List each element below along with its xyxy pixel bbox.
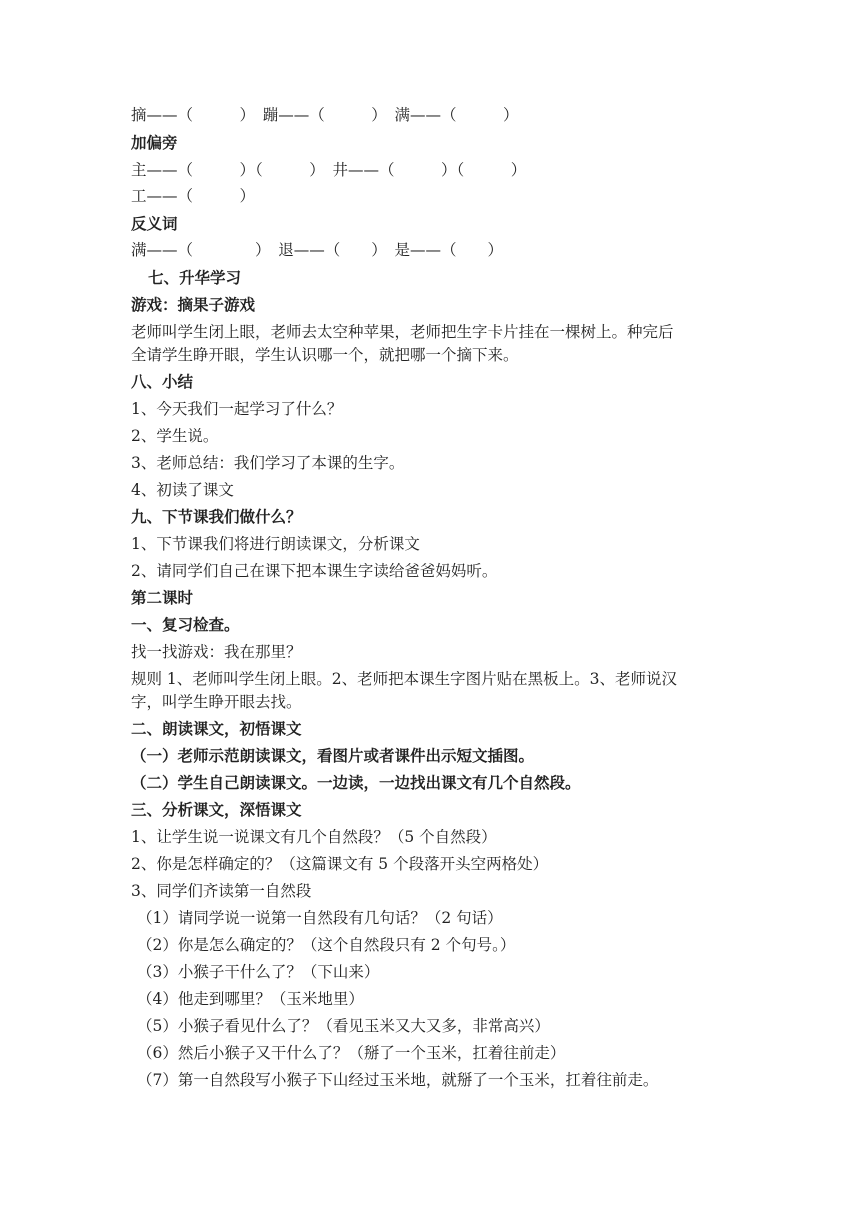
list-item: （1）请同学说一说第一自然段有几句话？（2 句话） [137,909,503,927]
section-heading-9: 九、下节课我们做什么？ [131,508,302,526]
paragraph-line: 规则 1、老师叫学生闭上眼。2、老师把本课生字图片贴在黑板上。3、老师说汉 [131,670,678,688]
list-item: （3）小猴子干什么了？（下山来） [137,963,380,981]
list-item: （6）然后小猴子又干什么了？（掰了一个玉米，扛着往前走） [137,1044,566,1062]
list-item: （4）他走到哪里？（玉米地里） [137,990,364,1008]
subsection-heading: （一）老师示范朗读课文，看图片或者课件出示短文插图。 [131,747,535,765]
subsection-heading: （二）学生自己朗读课文。一边读，一边找出课文有几个自然段。 [131,774,581,792]
list-item: 1、让学生说一说课文有几个自然段？（5 个自然段） [131,828,497,846]
exercise-line-1: 摘——（ ） 蹦——（ ） 满——（ ） [131,106,519,124]
exercise-line-2: 主——（ ）（ ） 井——（ ）（ ） [131,161,527,179]
heading-antonyms: 反义词 [131,215,178,233]
list-item: 1、今天我们一起学习了什么？ [131,400,343,418]
paragraph-line: 字，叫学生睁开眼去找。 [131,693,302,711]
list-item: 2、请同学们自己在课下把本课生字读给爸爸妈妈听。 [131,562,498,580]
lesson-heading: 第二课时 [131,589,194,607]
section-heading-1: 一、复习检查。 [131,616,240,634]
paragraph-line: 全请学生睁开眼，学生认识哪一个，就把哪一个摘下来。 [131,346,519,364]
heading-add-radical: 加偏旁 [131,134,178,152]
exercise-line-3: 工——（ ） [131,187,256,205]
list-item: 3、老师总结：我们学习了本课的生字。 [131,454,405,472]
paragraph-line: 找一找游戏：我在那里？ [131,643,302,661]
paragraph-line: 老师叫学生闭上眼，老师去太空种苹果，老师把生字卡片挂在一棵树上。种完后 [131,323,674,341]
list-item: 1、下节课我们将进行朗读课文，分析课文 [131,535,420,553]
list-item: （7）第一自然段写小猴子下山经过玉米地，就掰了一个玉米，扛着往前走。 [137,1071,659,1089]
list-item: 2、你是怎样确定的？（这篇课文有 5 个段落开头空两格处） [131,855,549,873]
list-item: 3、同学们齐读第一自然段 [131,882,312,900]
list-item: 2、学生说。 [131,427,219,445]
game-heading: 游戏：摘果子游戏 [131,296,256,314]
list-item: （2）你是怎么确定的？（这个自然段只有 2 个句号。） [137,936,516,954]
section-heading-7: 七、升华学习 [148,269,242,287]
exercise-line-4: 满——（ ） 退——（ ） 是——（ ） [131,241,504,259]
list-item: 4、初读了课文 [131,481,234,499]
section-heading-2: 二、朗读课文，初悟课文 [131,720,302,738]
list-item: （5）小猴子看见什么了？（看见玉米又大又多，非常高兴） [137,1017,550,1035]
section-heading-3: 三、分析课文，深悟课文 [131,801,302,819]
section-heading-8: 八、小结 [131,373,194,391]
